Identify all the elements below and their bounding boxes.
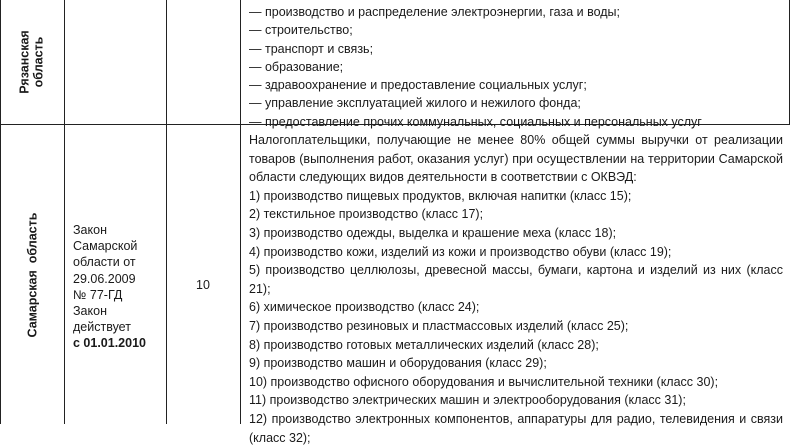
list-item: 5) производство целлюлозы, древесной массы, бумаги, картона и изделий из них (класс 21); [249, 263, 783, 296]
list-item: 11) производство электрических машин и электрооборудования (класс 31); [249, 393, 686, 408]
list-item: — производство и распределение электроэнергии, газа и воды; [249, 5, 621, 19]
column-divider [240, 0, 241, 424]
list-item: — транспорт и связь; [249, 41, 374, 56]
activity-list-samara [249, 187, 783, 447]
list-item: — предоставление прочих коммунальных, социальных и персональных услуг [249, 114, 702, 129]
list-item: 10) производство офисного оборудования и вычислительной техники (класс 30); [249, 374, 719, 389]
list-item: 1) производство пищевых продуктов, включая напитки (класс 15); [249, 188, 632, 203]
list-item: 2) текстильное производство (класс 17); [249, 207, 484, 222]
activity-list-ryazan [249, 3, 785, 131]
law-line: области от [73, 255, 136, 270]
list-item: — здравоохранение и предоставление социальных услуг; [249, 78, 587, 93]
column-divider [166, 0, 167, 424]
region-name-line: область [31, 36, 46, 88]
list-item: 7) производство резиновых и пластмассовых изделий (класс 25); [249, 318, 629, 333]
region-name: Самарская область [25, 212, 39, 337]
list-item: 9) производство машин и оборудования (класс 29); [249, 356, 547, 371]
law-line: действует [73, 320, 131, 335]
region-cell-ryazan [0, 0, 64, 124]
tax-rate-value: 10 [196, 278, 210, 292]
law-line: 29.06.2009 [73, 271, 136, 286]
law-line: Самарской [73, 239, 138, 254]
conditions-cell-samara [249, 131, 783, 447]
list-item: 4) производство кожи, изделий из кожи и производство обуви (класс 19); [249, 244, 672, 259]
list-item: 8) производство готовых металлических изделий (класс 28); [249, 337, 599, 352]
law-effective-date: с 01.01.2010 [73, 336, 146, 351]
list-item: 12) производство электронных компонентов, аппаратуры для радио, телевидения и связи (класс 32); [249, 411, 783, 445]
law-line: Закон [73, 223, 107, 237]
column-divider [64, 0, 65, 424]
law-line: № 77-ГД [73, 287, 123, 302]
list-item: 3) производство одежды, выделка и крашение меха (класс 18); [249, 225, 617, 240]
list-item: — управление эксплуатацией жилого и нежилого фонда; [249, 96, 581, 111]
region-name-line: Рязанская [17, 30, 32, 94]
region-cell-samara [0, 125, 64, 424]
region-name [18, 30, 46, 93]
conditions-intro: Налогоплательщики, получающие не менее 80% общей суммы выручки от реализации товаров (выполнения работ, оказания услуг) при осуществлении на территории Самарской области следующих видов деятельности в соответствии с ОКВЭД: [249, 133, 783, 185]
list-item: — образование; [249, 59, 344, 74]
list-item: 6) химическое производство (класс 24); [249, 300, 480, 315]
law-reference [73, 222, 165, 352]
list-item: — строительство; [249, 23, 353, 38]
law-line: Закон [73, 304, 107, 319]
